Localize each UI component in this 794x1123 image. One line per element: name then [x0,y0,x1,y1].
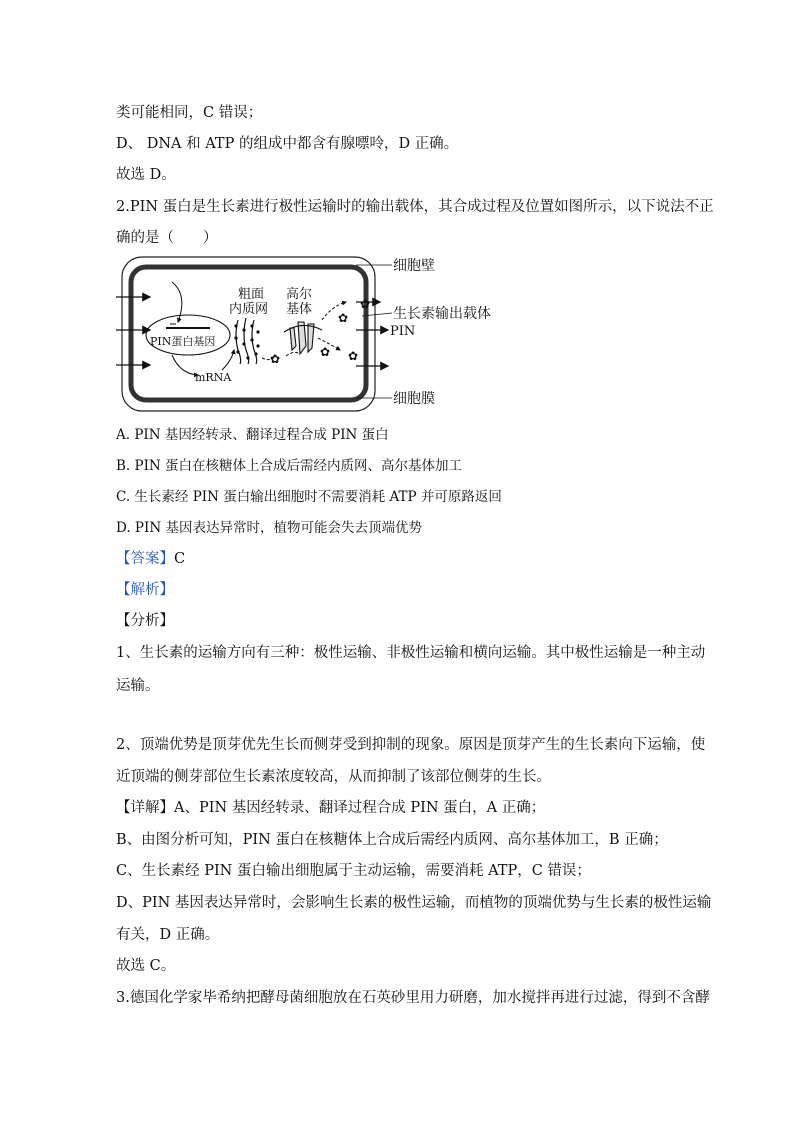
vesicle-icon: ✿ [348,349,359,363]
text-line: D、 DNA 和 ATP 的组成中都含有腺嘌呤，D 正确。 [116,136,459,152]
golgi-label-2: 基体 [286,302,313,317]
vesicle-icon: ✿ [270,352,281,366]
gene-label: PIN蛋白基因 [150,335,216,348]
rough-er-label-2: 内质网 [229,302,269,317]
cell-wall-label: 细胞壁 [393,258,435,274]
option-a: A. PIN 基因经转录、翻译过程合成 PIN 蛋白 [116,427,389,443]
carrier-label: 生长素输出载体 [393,306,491,322]
option-b: B. PIN 蛋白在核糖体上合成后需经内质网、高尔基体加工 [116,458,463,474]
vesicle-icon: ✿ [338,311,349,325]
text-line: 故选 D。 [116,167,176,183]
detail-d: D、PIN 基因表达异常时，会影响生长素的极性运输，而植物的顶端优势与生长素的极性运输 [116,895,712,911]
detail-d: 有关，D 正确。 [116,927,220,943]
question-stem: 2.PIN 蛋白是生长素进行极性运输时的输出载体，其合成过程及位置如图所示，以下说法不正 [116,199,714,215]
vesicle-icon: ✿ [360,297,371,311]
analysis-tag: 【解析】 [116,582,174,598]
golgi-label-1: 高尔 [286,287,313,302]
question-stem: 确的是（ ） [116,230,218,246]
cell-membrane-label: 细胞膜 [393,391,435,407]
vesicle-icon: ✿ [320,345,331,359]
pin-label: PIN [390,324,416,339]
text-line: 类可能相同，C 错误； [116,105,263,121]
mrna-label: mRNA [195,371,232,384]
detail-c: C、生长素经 PIN 蛋白输出细胞属于主动运输，需要消耗 ATP，C 错误； [116,863,591,879]
question-3-stem: 3.德国化学家毕希纳把酵母菌细胞放在石英砂里用力研磨，加水搅拌再进行过滤，得到不含酵 [116,990,710,1006]
detail-b: B、由图分析可知，PIN 蛋白在核糖体上合成后需经内质网、高尔基体加工，B 正确； [116,832,668,848]
answer-value: C [174,551,186,567]
fenxi-tag: 【分析】 [116,613,174,629]
text-line: 1、生长素的运输方向有三种：极性运输、非极性运输和横向运输。其中极性运输是一种主动 [116,645,706,661]
option-c: C. 生长素经 PIN 蛋白输出细胞时不需要消耗 ATP 并可原路返回 [116,489,502,505]
text-line: 近顶端的侧芽部位生长素浓度较高，从而抑制了该部位侧芽的生长。 [116,769,551,785]
detail-a-text: A、PIN 基因经转录、翻译过程合成 PIN 蛋白，A 正确； [174,800,546,816]
cell-diagram [110,250,510,416]
detail-a [116,798,545,818]
option-d: D. PIN 基因表达异常时，植物可能会失去顶端优势 [116,520,422,536]
text-line: 运输。 [116,678,160,694]
rough-er-label-1: 粗面 [238,287,265,302]
conclusion: 故选 C。 [116,958,176,974]
text-line: 2、顶端优势是顶芽优先生长而侧芽受到抑制的现象。原因是顶芽产生的生长素向下运输，使 [116,737,706,753]
answer-tag: 【答案】 [116,551,174,567]
detail-tag: 【详解】 [116,800,174,816]
answer-line [116,549,185,569]
